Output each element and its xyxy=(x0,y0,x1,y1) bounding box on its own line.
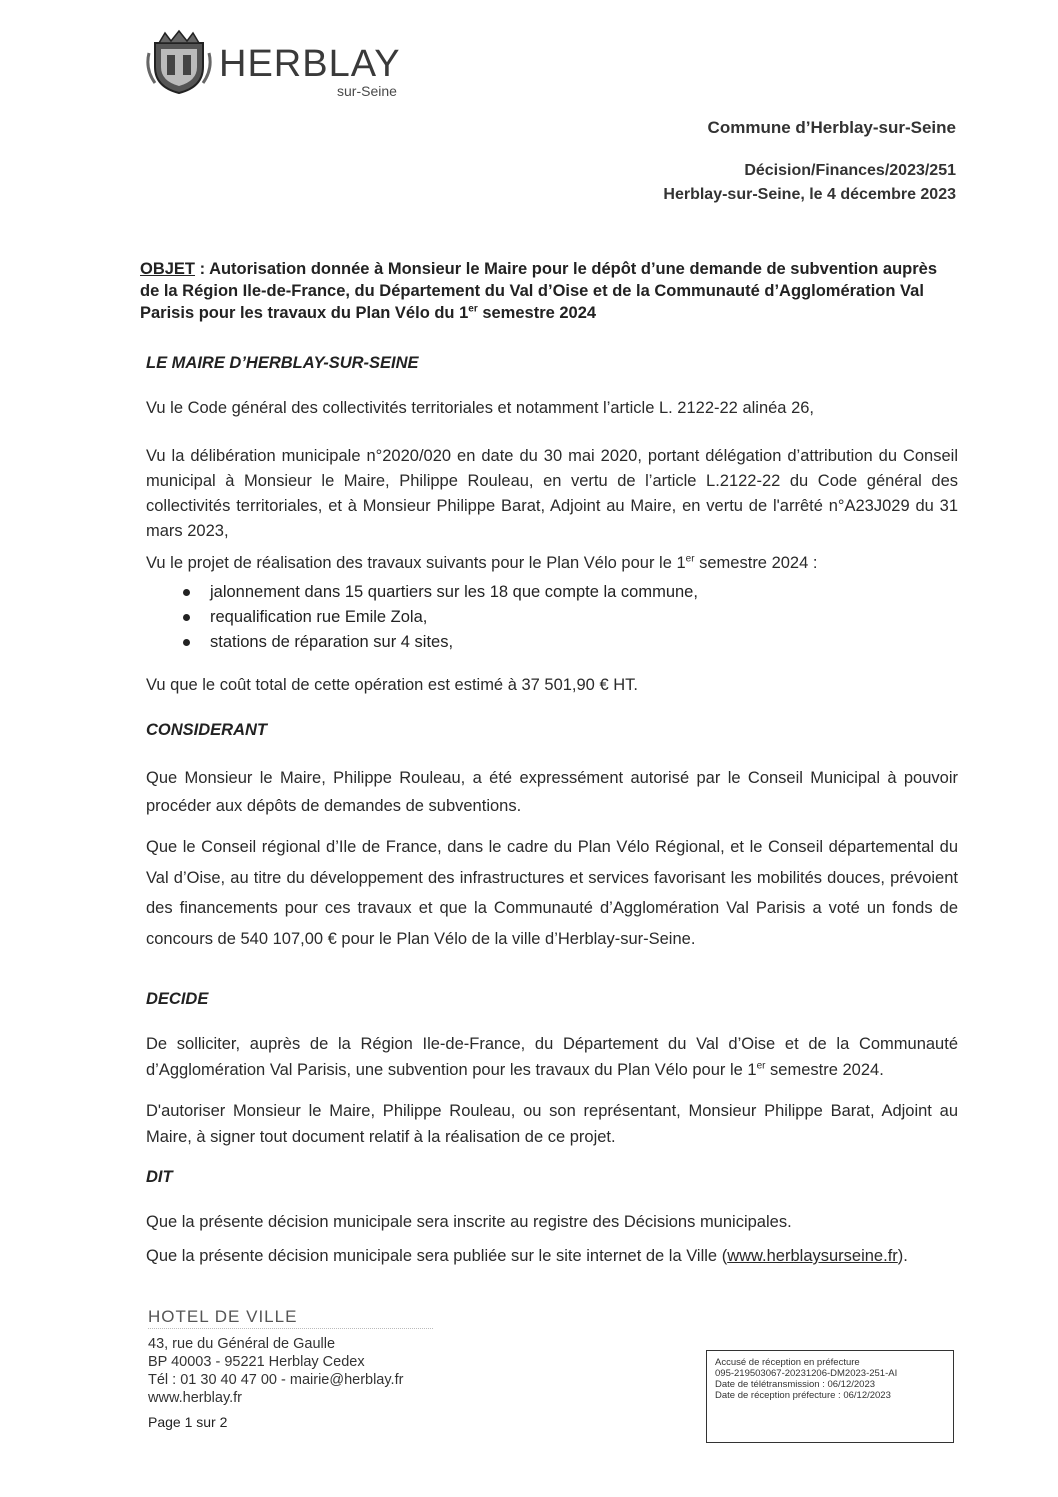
decide-p1-end: semestre 2024. xyxy=(765,1061,884,1079)
considerant-p2: Que le Conseil régional d’Ile de France, dans le cadre du Plan Vélo Régional, et le Conseil départemental du Val d’Oise, au titre du développement des infrastructures et services favorisant les mobilités douces, prévoient des financements pour ces travaux et que la Communauté d’Agglomération Val Parisis a voté un fonds de concours de 540 107,00 € pour le Plan Vélo de la ville d’Herblay-sur-Seine. xyxy=(146,838,958,948)
vu-projet-end: semestre 2024 : xyxy=(694,554,818,572)
vu-projet-text: Vu le projet de réalisation des travaux suivants pour le Plan Vélo pour le 1 xyxy=(146,554,686,572)
stamp-line: 095-219503067-20231206-DM2023-251-AI xyxy=(715,1368,898,1379)
page-number: Page 1 sur 2 xyxy=(148,1414,228,1430)
decide-p1-sup: er xyxy=(756,1060,766,1072)
stamp-line: Date de réception préfecture : 06/12/2023 xyxy=(715,1390,891,1401)
objet-text-end: semestre 2024 xyxy=(477,304,597,322)
considerant-p1: Que Monsieur le Maire, Philippe Rouleau, a été expressément autorisé par le Conseil Municipal à pouvoir procéder aux dépôts de demandes de subventions. xyxy=(146,769,958,815)
footer-address xyxy=(148,1308,448,1431)
logo-subtitle: sur-Seine xyxy=(337,83,397,99)
bullet-icon xyxy=(183,589,190,596)
footer-bp: BP 40003 - 95221 Herblay Cedex xyxy=(148,1354,365,1370)
dit-p1: Que la présente décision municipale sera inscrite au registre des Décisions municipales. xyxy=(146,1213,792,1231)
decide-p1 xyxy=(146,1031,958,1083)
commune-name: Commune d’Herblay-sur-Seine xyxy=(707,118,956,137)
list-item xyxy=(146,580,698,605)
bullet-icon xyxy=(183,639,190,646)
footer-tel: Tél : 01 30 40 47 00 - mairie@herblay.fr xyxy=(148,1372,404,1388)
footer-street: 43, rue du Général de Gaulle xyxy=(148,1336,336,1352)
dit-heading: DIT xyxy=(146,1168,173,1186)
list-item xyxy=(146,605,698,630)
decide-p1-text: De solliciter, auprès de la Région Ile-de-France, du Département du Val d’Oise et de la Communauté d’Agglomération Val Parisis, une subvention pour les travaux du Plan Vélo pour le 1 xyxy=(146,1035,958,1079)
list-item xyxy=(146,630,698,655)
herblay-logo xyxy=(145,25,425,105)
vu-cout-paragraph: Vu que le coût total de cette opération est estimé à 37 501,90 € HT. xyxy=(146,676,638,694)
vu-code-paragraph: Vu le Code général des collectivités territoriales et notamment l’article L. 2122-22 alinéa 26, xyxy=(146,399,815,417)
objet-sup: er xyxy=(468,303,478,315)
stamp-line: Date de télétransmission : 06/12/2023 xyxy=(715,1379,876,1390)
logo-name: HERBLAY xyxy=(219,43,401,85)
footer-web: www.herblay.fr xyxy=(148,1390,243,1406)
vu-deliberation-paragraph: Vu la délibération municipale n°2020/020 en date du 30 mai 2020, portant délégation d’attribution du Conseil municipal à Monsieur le Maire, Philippe Rouleau, en vertu de l’article L.2122-22 du Code général des collectivités territoriales, et à Monsieur Philippe Barat, Adjoint au Maire, en vertu de l'arrêté n°A23J029 du 31 mars 2023, xyxy=(146,447,958,540)
list-item-text: requalification rue Emile Zola, xyxy=(210,608,428,626)
objet-paragraph xyxy=(140,258,955,324)
city-website-link[interactable]: www.herblaysurseine.fr xyxy=(727,1247,898,1265)
works-list xyxy=(146,580,698,655)
mayor-title: LE MAIRE D’HERBLAY-SUR-SEINE xyxy=(146,354,419,372)
list-item-text: jalonnement dans 15 quartiers sur les 18 que compte la commune, xyxy=(210,583,698,601)
coat-of-arms-icon xyxy=(145,29,213,97)
dit-p2-end: ). xyxy=(897,1247,908,1265)
place-date: Herblay-sur-Seine, le 4 décembre 2023 xyxy=(663,186,956,203)
list-item-text: stations de réparation sur 4 sites, xyxy=(210,633,454,651)
decision-reference: Décision/Finances/2023/251 xyxy=(744,162,956,179)
bullet-icon xyxy=(183,614,190,621)
objet-text: : Autorisation donnée à Monsieur le Maire pour le dépôt d’une demande de subvention auprès de la Région Ile-de-France, du Département du Val d’Oise et de la Communauté d’Agglomération Val Parisis pour les travaux du Plan Vélo du 1 xyxy=(140,260,937,322)
decide-heading: DECIDE xyxy=(146,990,209,1008)
stamp-line: Accusé de réception en préfecture xyxy=(715,1357,860,1368)
decide-p2: D'autoriser Monsieur le Maire, Philippe Rouleau, ou son représentant, Monsieur Philippe Barat, Adjoint au Maire, à signer tout document relatif à la réalisation de ce projet. xyxy=(146,1102,958,1146)
dit-p2 xyxy=(146,1244,958,1269)
vu-projet-paragraph xyxy=(146,551,958,576)
prefecture-stamp xyxy=(706,1350,954,1443)
considerant-heading: CONSIDERANT xyxy=(146,721,268,739)
hotel-de-ville: HOTEL DE VILLE xyxy=(148,1308,433,1329)
objet-label: OBJET xyxy=(140,260,196,278)
dit-p2-text: Que la présente décision municipale sera publiée sur le site internet de la Ville ( xyxy=(146,1247,728,1265)
vu-projet-sup: er xyxy=(685,553,695,565)
